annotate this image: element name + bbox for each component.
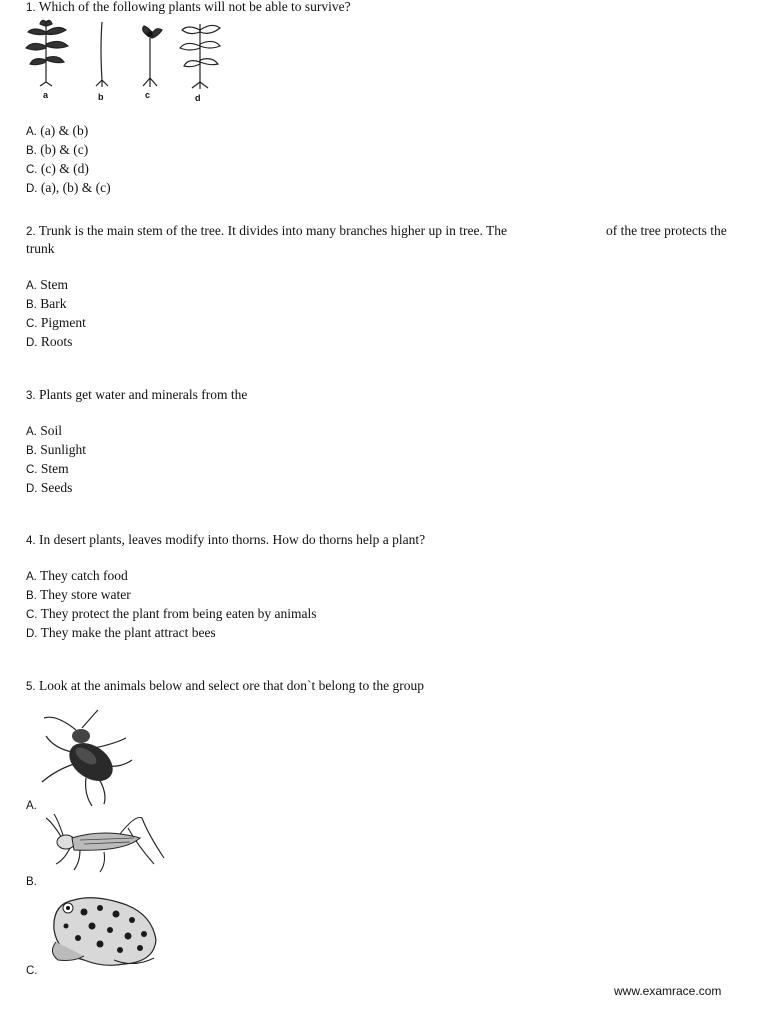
question-number: 4. xyxy=(26,535,36,547)
plant-a-icon xyxy=(26,20,68,86)
question-number: 3. xyxy=(26,390,36,402)
figure-label-a: a xyxy=(43,90,49,100)
option-d[interactable]: D. They make the plant attract bees xyxy=(26,625,216,640)
plant-c-icon xyxy=(143,26,162,87)
figure-label-b: b xyxy=(98,92,104,102)
option-c[interactable]: C. Pigment xyxy=(26,315,86,330)
option-c[interactable]: C. They protect the plant from being eaten by animals xyxy=(26,606,317,621)
question-number: 1. xyxy=(26,2,36,14)
grasshopper-icon xyxy=(44,812,170,874)
question-4-options xyxy=(26,567,317,643)
frog-icon xyxy=(44,890,162,970)
question-number: 2. xyxy=(26,226,36,238)
option-b[interactable]: B. They store water xyxy=(26,587,131,602)
plant-b-icon xyxy=(96,22,108,87)
question-text: Which of the following plants will not be able to survive? xyxy=(38,0,351,14)
question-5 xyxy=(26,677,424,696)
question-text: Plants get water and minerals from the xyxy=(38,387,248,402)
option-c[interactable]: C. xyxy=(26,965,38,977)
question-3-options xyxy=(26,422,86,498)
question-1-options xyxy=(26,122,111,198)
question-text: Look at the animals below and select ore that don`t belong to the group xyxy=(38,678,424,693)
option-b[interactable]: B. xyxy=(26,876,37,888)
figure-label-d: d xyxy=(195,93,201,103)
question-2-options xyxy=(26,276,86,352)
question-number: 5. xyxy=(26,681,36,693)
question-text: In desert plants, leaves modify into thorns. How do thorns help a plant? xyxy=(38,532,426,547)
option-b[interactable]: B. (b) & (c) xyxy=(26,142,89,157)
option-a[interactable]: A. Soil xyxy=(26,423,63,438)
question-2 xyxy=(26,222,507,241)
option-a[interactable]: A. They catch food xyxy=(26,568,128,583)
option-d[interactable]: D. (a), (b) & (c) xyxy=(26,180,111,195)
question-2-text-line2: trunk xyxy=(26,241,55,256)
figure-label-c: c xyxy=(145,90,151,100)
plant-d-icon xyxy=(180,24,220,89)
question-4 xyxy=(26,531,425,550)
question-1 xyxy=(26,0,351,17)
question-text-part1: Trunk is the main stem of the tree. It divides into many branches higher up in tree. The xyxy=(38,223,508,238)
option-b[interactable]: B. Sunlight xyxy=(26,442,87,457)
option-a[interactable]: A. xyxy=(26,800,37,812)
option-a[interactable]: A. Stem xyxy=(26,277,69,292)
question-3 xyxy=(26,386,247,405)
footer-website[interactable]: www.examrace.com xyxy=(614,984,722,998)
option-d[interactable]: D. Seeds xyxy=(26,480,73,495)
option-d[interactable]: D. Roots xyxy=(26,334,73,349)
cockroach-icon xyxy=(36,708,146,808)
option-c[interactable]: C. (c) & (d) xyxy=(26,161,89,176)
option-a[interactable]: A. (a) & (b) xyxy=(26,123,89,138)
question-2-text-part2: of the tree protects the xyxy=(606,223,727,238)
option-b[interactable]: B. Bark xyxy=(26,296,67,311)
plants-figure xyxy=(22,18,222,104)
option-c[interactable]: C. Stem xyxy=(26,461,69,476)
